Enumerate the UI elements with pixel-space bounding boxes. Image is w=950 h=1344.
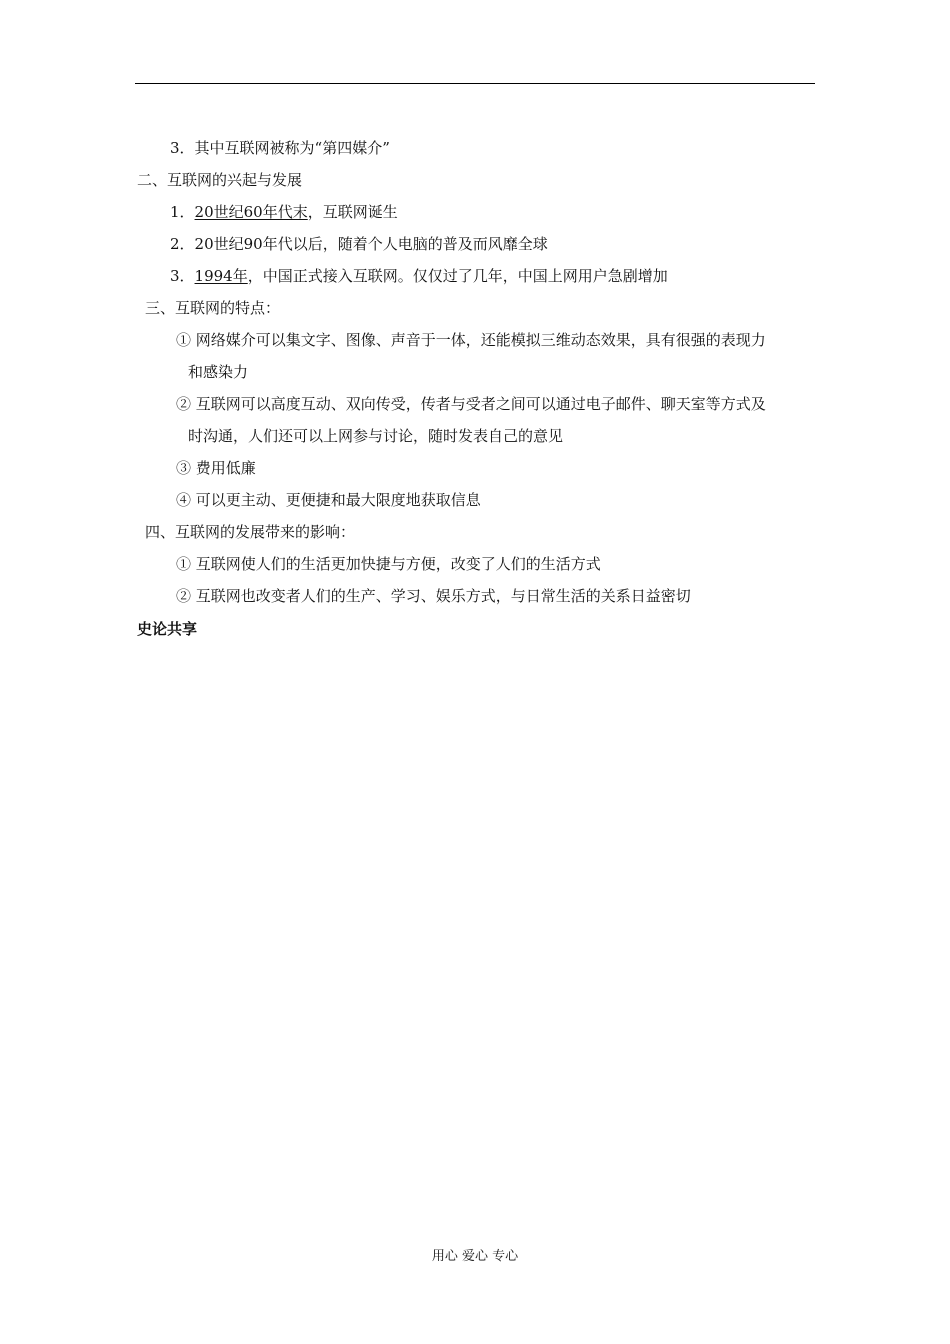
impact-2: ② 互联网也改变者人们的生产、学习、娱乐方式，与日常生活的关系日益密切: [176, 587, 691, 605]
history-discussion-heading: 史论共享: [137, 620, 198, 638]
point-3-fourth-media: 3．其中互联网被称为“第四媒介”: [170, 139, 390, 157]
feature-1-line-1: ① 网络媒介可以集文字、图像、声音于一体，还能模拟三维动态效果，具有很强的表现力: [176, 331, 766, 349]
impact-1: ① 互联网使人们的生活更加快捷与方便，改变了人们的生活方式: [176, 555, 601, 573]
page-footer: 用心 爱心 专心: [431, 1249, 519, 1264]
underlined-date: 20世纪60年代末: [194, 203, 308, 221]
feature-1-line-2: 和感染力: [188, 363, 249, 381]
item-number: 3．: [170, 267, 195, 285]
section-2-item-1: [170, 202, 398, 222]
header-rule: [135, 83, 815, 84]
section-3-heading: 三、互联网的特点：: [145, 299, 281, 317]
section-2-heading: 二、互联网的兴起与发展: [137, 171, 303, 189]
section-2-item-3: [170, 266, 668, 286]
feature-2-line-2: 时沟通，人们还可以上网参与讨论，随时发表自己的意见: [188, 427, 564, 445]
feature-3: ③ 费用低廉: [176, 459, 256, 477]
item-number: 1．: [170, 203, 195, 221]
item-text: ，中国正式接入互联网。仅仅过了几年，中国上网用户急剧增加: [247, 267, 668, 285]
section-2-item-2: 2．20世纪90年代以后，随着个人电脑的普及而风靡全球: [170, 235, 548, 253]
section-4-heading: 四、互联网的发展带来的影响：: [145, 523, 356, 541]
item-text: ，互联网诞生: [307, 203, 398, 221]
feature-4: ④ 可以更主动、更便捷和最大限度地获取信息: [176, 491, 481, 509]
underlined-date: 1994年: [194, 267, 248, 285]
feature-2-line-1: ② 互联网可以高度互动、双向传受，传者与受者之间可以通过电子邮件、聊天室等方式及: [176, 395, 766, 413]
